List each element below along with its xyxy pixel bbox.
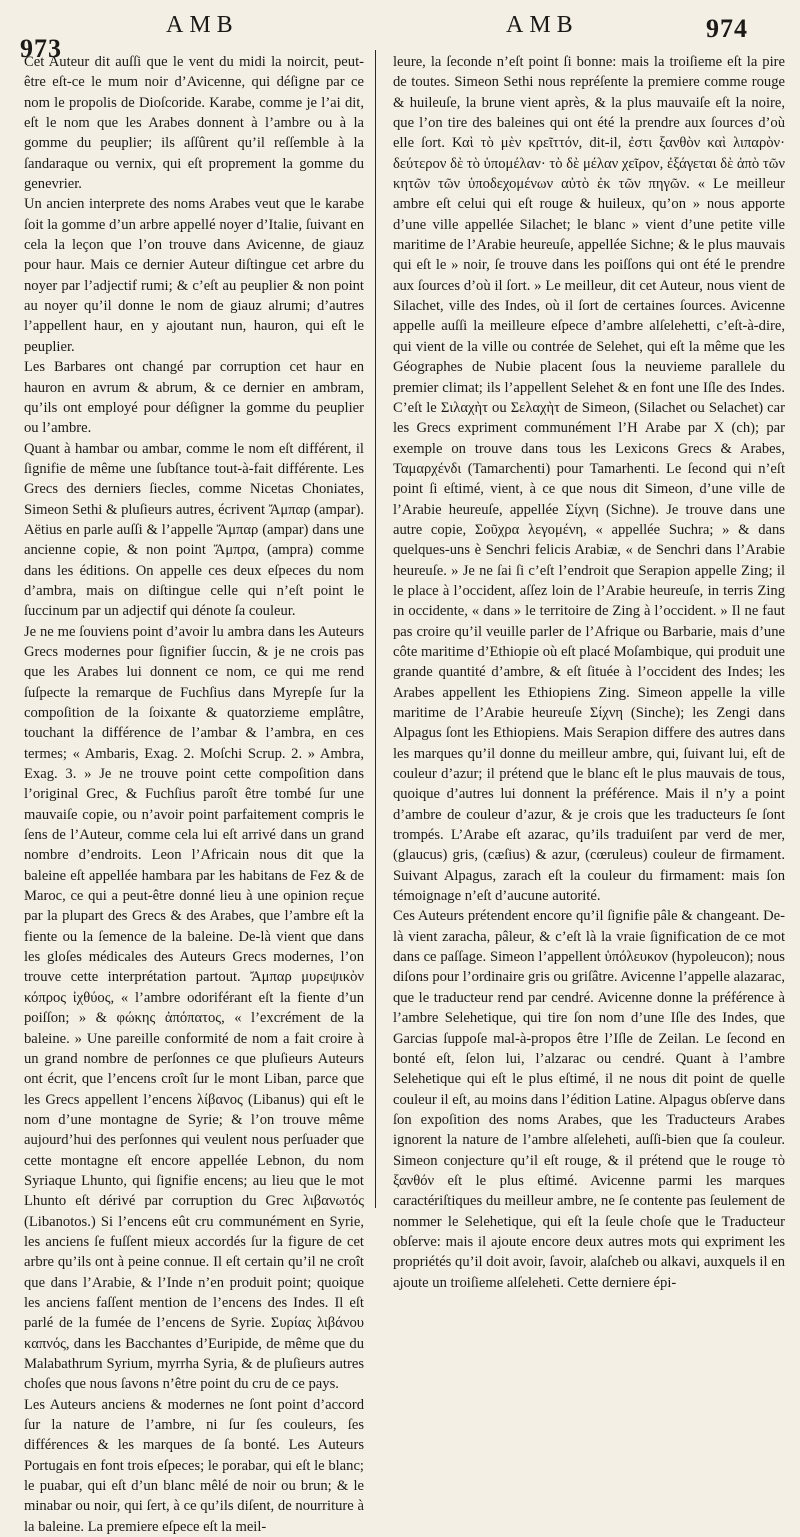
- paragraph: Les Barbares ont changé par corruption cet haur en hauron en avrum & abrum, & ce dernier en ambram, qu’ils ont employé pour déſigner la gomme du peuplier ou l’ambre.: [24, 359, 364, 437]
- paragraph: leure, la ſeconde n’eſt point ſi bonne: mais la troiſieme eſt la pire de toutes. Simeon Sethi nous repréſente la premiere comme rouge & huileuſe, la brune vient après, & la plus mauvaiſe eſt la noire, que l’on tire des baleines qui ont été la prendre aux ſources d’où elle ſort. Καὶ τὸ μὲν κρεῖττόν, dit-il, ἐστι ξανθὸν καὶ λιπαρὸν· δεύτερον δὲ τὸ ὑπομέλαν· τὸ δὲ μέλαν χεῖρον, ἐξάγεται δὲ ἀπὸ τῶν κητῶν τῶν ὑποδεχομένων αὐτὸ ἐκ τῶν πηγῶν. « Le meilleur ambre eſt celui qui eſt rouge & huileux, qu’on » nous apporte d’une ville appellée Silachet; le blanc » vient d’une petite ville maritime de l’Arabie heureuſe, appellée Sichne; & le plus mauvais qui eſt le » noir, ſe trouve dans les poiſſons qui ont été le prendre aux ſources d’où il ſort. » Le meilleur, dit cet Auteur, nous vient de Silachet, ville des Indes, où il ſort de certaines ſources. Avicenne appelle auſſi la meilleure eſpece d’ambre alſelehetti, c’eſt-à-dire, qui vient de la ville ou contrée de Selehet, qui eſt la même que les Géographes de Nubie placent ſous la neuvieme parallele du premier climat; ils l’appellent Selehet & en font une Iſle des Indes. C’eſt le Σιλαχὴτ ou Σελαχὴτ de Simeon, (Silachet ou Selachet) car les Grecs expriment communément l’Η Arabe par Χ (ch); par exemple on trouve dans tous les Lexicons Grecs & Arabes, Ταμαρχένδι (Tamarchenti) pour Tamarhenti. Le ſecond qui n’eſt point ſi eſtimé, vient, à ce que nous dit Simeon, d’une ville de l’Arabie heureuſe, appellée Σίχνη (Sichne). Je trouve dans une autre copie, Σοῦχρα λεγομένη, « appellée Suchra; » & dans quelques-uns è Senchri felicis Arabiæ, « de Senchri dans l’Arabie heureuſe. » Je ne ſai ſi c’eſt l’endroit que Serapion appelle Zing; il le place à l’occident, aſſez loin de l’Arabie heureuſe, in terris Zing in occidente, « dans » le territoire de Zing à l’occident. » Il ne faut pas croire qu’il veuille parler de l’Afrique ou Barbarie, mais d’une côte maritime d’Ethiopie où eſt placé Moſambique, qui produit une grande quantité d’ambre, & eſt ſituée à l’occident des Indes; les Arabes appellent les Ethiopiens Zing. Simeon appelle la ville maritime de l’Arabie heureuſe Σίχνη (Sinche); les Zengi dans Alpagus ſont les Ethiopiens. Mais Serapion differe des autres dans les marques qu’il donne du meilleur ambre, qui, ſuivant lui, eſt de couleur d’azur; il prétend que le blanc eſt le plus mauvais de tous, quoique d’autres lui donnent la préférence. Mais il n’y a point d’ambre de couleur d’azur, & je crois que les traducteurs ſe ſont trompés. L’Arabe eſt azarac, qu’ils traduiſent par verd de mer, (glaucus) gris, (cæſius) & azur, (cœruleus) couleur de firmament. Suivant Alpagus, zarach eſt la couleur du firmament: mais ſon témoignage n’eſt d’aucune autorité.: [393, 54, 785, 905]
- right-column: [393, 52, 785, 1291]
- running-title-left: AMB: [166, 12, 239, 38]
- paragraph: Je ne me ſouviens point d’avoir lu ambra dans les Auteurs Grecs modernes pour ſignifier ſuccin, & je ne crois pas que les Arabes lui donnent ce nom, ce qui me rend ſuſpecte la remarque de Fuchſius dans Myrepſe ſur la compoſition de la ſoixante & quatorzieme emplâtre, touchant la différence de l’ambar & l’ambra, en ces termes; « Ambaris, Exag. 2. Moſchi Scrup. 2. » Ambra, Exag. 3. » Je ne trouve point cette compoſition dans l’original Grec, & Fuchſius paroît être tombé ſur une mauvaiſe copie, ou n’avoir point parfaitement compris le ſens de l’Auteur, comme cela lui eſt arrivé dans un grand nombre d’endroits. Leon l’Africain nous dit que la baleine eſt appellée hambara par les habitans de Fez & de Maroc, ce qui a peut-être donné lieu à une opinion reçue par la plupart des Grecs & des Arabes, que l’ambre eſt la fiente ou la ſemence de la baleine. De-là vient que dans les gloſes médicales des Auteurs Grecs modernes, l’on trouve cette interprétation partout. Ἄμπαρ μυρεψικὸν κόπρος ἰχθύος, « l’ambre odoriférant eſt la fiente d’un poiſſon; » & φώκης ἀπόπατος, « l’excrément de la baleine. » Une pareille conformité de nom a fait croire à un grand nombre de perſonnes ce que pluſieurs Auteurs ont écrit, que l’encens croît ſur le mont Liban, parce que les Grecs appellent l’encens λίβανος (Libanus) qui eſt le nom d’une montagne de Syrie; & l’on trouve même aujourd’hui des perſonnes qui veulent nous perſuader que cette montagne eſt encore appellée Lebnon, du nom Syriaque Lhunto, qui ſignifie encens; au lieu que le mot Lhunto eſt dérivé par corruption du Grec λιβανωτός (Libanotos.) Si l’encens eût cru communément en Syrie, les anciens ſe fuſſent mieux accordés ſur la figure de cet arbre qu’ils ont à peine connue. Il eſt certain qu’il ne croît que dans l’Arabie, & l’Inde n’en produit point; quoique les anciens faſſent mention de l’encens des Indes. Il eſt parlé de la fumée de l’encens de Syrie. Συρίας λιβάνου καπνός, dans les Bacchantes d’Euripide, de même que du Malabathrum Syrium, myrrha Syria, & de pluſieurs autres choſes que nous ſavons n’être point du cru de ce pays.: [24, 623, 364, 1393]
- page-number-right: 974: [706, 14, 748, 43]
- paragraph: Ces Auteurs prétendent encore qu’il ſignifie pâle & changeant. De-là vient zaracha, pâleur, & c’eſt là la vraie ſignification de ce mot dans ce paſſage. Simeon l’appellent ὑπόλευκον (hypoleucon); nous diſons pour l’ordinaire gris ou griſâtre. Avicenne l’appelle alazarac, que le traducteur rend par cendré. Avicenne donne la préférence à l’ambre Selehetique, qui tire ſon nom d’une Iſle des Indes, que Garcias ſuppoſe mal-à-propos être l’Iſle de Zeilan. Le ſecond en bonté eſt, ſelon lui, l’alzarac ou cendré. Quant à l’ambre Selehetique qui eſt le plus eſtimé, il ne nous dit point de quelle couleur il eſt, au moins dans l’édition Latine. Alpagus obſerve dans ſon expoſition des noms Arabes, que les Traducteurs Arabes ignorent la nature de l’ambre alſeleheti, auſſi-bien que ſa couleur. Simeon conjecture qu’il eſt rouge, & il prétend que le rouge τὸ ξανθόν eſt le plus eſtimé. Avicenne parmi les marques caractériſtiques du meilleur ambre, ne ſe contente pas ſeulement de nommer le Selehetique, qui eſt la ſeule choſe que le Traducteur obſerve: mais il ajoute encore deux autres mots qui expriment les propriétés qu’il doit avoir, ſavoir, alaſcheb ou alkavi, auxquels il en ajoute un troiſieme alſeleheti. Cette derniere épi-: [393, 908, 785, 1291]
- paragraph: Cet Auteur dit auſſi que le vent du midi la noircit, peut-être eſt-ce le mum noir d’Avicenne, qui déſigne par ce nom le propolis de Dioſcoride. Karabe, comme je l’ai dit, eſt le nom que les Arabes donnent à l’ambre ou à la gomme du peuplier; ils aſſûrent qu’il reſſemble à la ſandaraque ou vernix, qui eſt proprement la gomme du genevrier.: [24, 54, 364, 193]
- paragraph: Un ancien interprete des noms Arabes veut que le karabe ſoit la gomme d’un arbre appellé noyer d’Italie, ſuivant en cela la leçon que l’on trouve dans Avicenne, de giauz pour haur. Mais ce dernier Auteur diſtingue cet arbre du noyer par l’adjectif rumi; & c’eſt au peuplier & non point au noyer qu’il donne le nom de giauz alrumi; d’autres l’appellent haur, en y ajoutant nun, hauron, qui eſt le peuplier.: [24, 196, 364, 355]
- page-number-left: 973: [20, 34, 62, 63]
- paragraph: Quant à hambar ou ambar, comme le nom eſt différent, il ſignifie de même une ſubſtance tout-à-fait différente. Les Grecs des derniers ſiecles, comme Nicetas Choniates, Simeon Sethi & pluſieurs autres, écrivent Ἄμπαρ (ampar). Aëtius en parle auſſi & l’appelle Ἄμπαρ (ampar) dans une ancienne copie, & non point Ἄμπρα, (ampra) comme dans les éditions. On appelle ces deux eſpeces du nom d’ambra, mais on diſtingue celle qui n’eſt point le ſuccinum par un adjectif qui dénote ſa couleur.: [24, 440, 364, 620]
- running-title-right: AMB: [506, 12, 579, 38]
- left-column: [24, 52, 364, 1535]
- paragraph: Les Auteurs anciens & modernes ne ſont point d’accord ſur la nature de l’ambre, ni ſur ſes couleurs, ſes différences & les marques de ſa bonté. Les Auteurs Portugais en font trois eſpeces; le porabar, qui eſt le blanc; le puabar, qui eſt d’un blanc mêlé de noir ou brun; & le minabar ou noir, qui ſert, à ce qu’ils diſent, de nourriture à la baleine. La premiere eſpece eſt la meil-: [24, 1396, 364, 1535]
- column-divider: [375, 50, 376, 1208]
